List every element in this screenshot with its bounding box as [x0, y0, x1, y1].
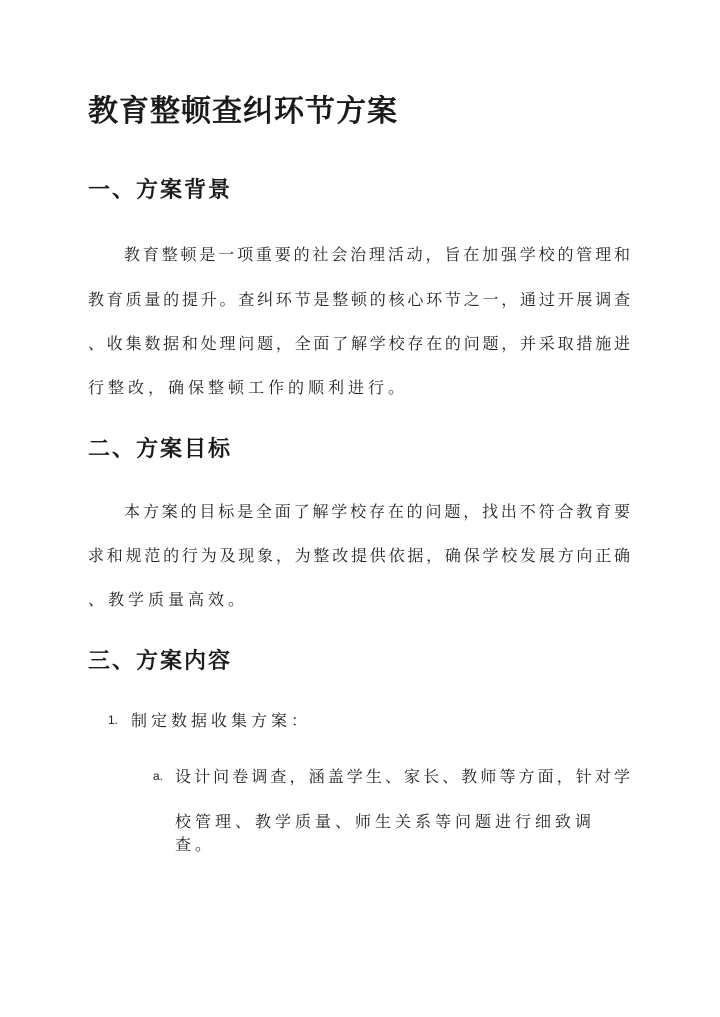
sublist-item-line: 设计问卷调查，涵盖学生、家长、教师等方面，针对学	[175, 769, 630, 786]
paragraph-line: 求和规范的行为及现象，为整改提供依据，确保学校发展方向正确	[88, 548, 630, 565]
list-marker: 1.	[108, 713, 119, 727]
section-heading-background: 一、方案背景	[88, 177, 233, 202]
paragraph-line: 本方案的目标是全面了解学校存在的问题，找出不符合教育要	[124, 504, 630, 521]
paragraph-line: 教育整顿是一项重要的社会治理活动，旨在加强学校的管理和	[124, 247, 630, 264]
paragraph-line: 、教学质量高效。	[88, 592, 249, 609]
document-title: 教育整顿查纠环节方案	[88, 95, 398, 128]
section-heading-content: 三、方案内容	[88, 648, 233, 673]
paragraph-line: 教育质量的提升。查纠环节是整顿的核心环节之一，通过开展调查	[88, 292, 630, 309]
paragraph-line: 行整改，确保整顿工作的顺利进行。	[88, 380, 409, 397]
sublist-item-line: 校管理、教学质量、师生关系等问题进行细致调查。	[175, 814, 596, 854]
list-item: 制定数据收集方案：	[131, 713, 312, 730]
paragraph-line: 、收集数据和处理问题，全面了解学校存在的问题，并采取措施进	[88, 336, 630, 353]
section-heading-goals: 二、方案目标	[88, 436, 233, 461]
sublist-marker: a.	[153, 769, 164, 783]
